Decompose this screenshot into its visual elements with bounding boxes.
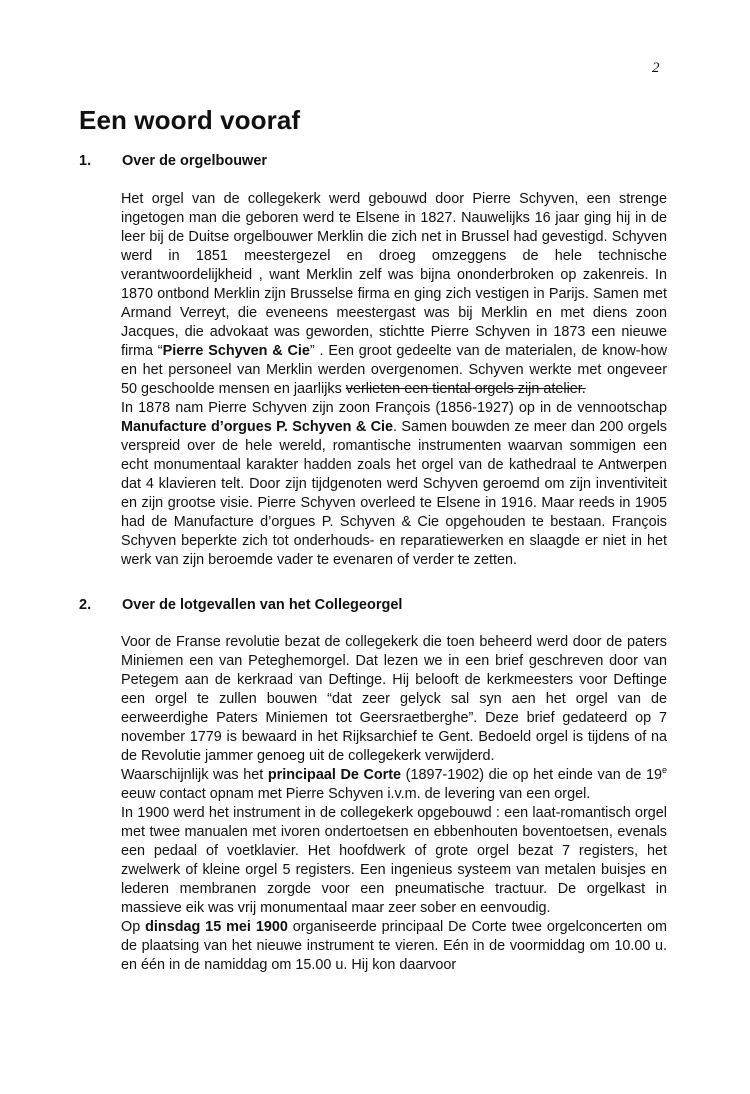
section-title: Over de lotgevallen van het Collegeorgel [122,597,403,613]
section-title: Over de orgelbouwer [122,153,268,169]
text-run: . Samen bouwden ze meer dan 200 orgels verspreid over de hele wereld, romantische instrumenten waarvan sommigen een echt monumentaal karakter hadden zoals het orgel van de kathedraal te Antwerpen dat 4 klavieren telt. Door zijn tijdgenoten werd Schyven geroemd om zijn inventiviteit en zijn grootse visie. Pierre Schyven overleed te Elsene in 1916. Maar reeds in 1905 had de Manufacture d’orgues P. Schyven & Cie opgehouden te bestaan. François Schyven beperkte zich tot onderhouds- en reparatiewerken en slaagde er niet in het werk van zijn beroemde vader te evenaren of verder te zetten. [121,419,667,568]
paragraph [121,766,667,804]
paragraph [121,190,667,399]
text-run: In 1878 nam Pierre Schyven zijn zoon François (1856-1927) op in de vennootschap [121,400,667,416]
text-run: In 1900 werd het instrument in de collegekerk opgebouwd : een laat-romantisch orgel met twee manualen met ivoren ondertoetsen en ebbenhouten boventoetsen, evenals een pedaal of voetklavier. Het hoofdwerk of grote orgel bezat 7 registers, het zwelwerk of kleine orgel 5 registers. Een ingenieus systeem van metalen buisjes en lederen membranen zorgde voor een pneumatische tractuur. De orgelkast in massieve eik was vrij monumentaal maar zeer sober en eenvoudig. [121,805,667,916]
page-title: Een woord vooraf [79,105,301,135]
paragraph [121,633,667,766]
section-number: 1. [79,153,92,169]
bold-text: dinsdag 15 mei 1900 [145,919,288,935]
text-run: organiseerde principaal De Corte twee orgelconcerten om de plaatsing van het nieuwe instrument te vieren. Eén in de voormiddag om 10.00 u. en één in de namiddag om 15.00 u. Hij kon daarvoor [121,919,667,973]
text-run: Op [121,919,146,935]
paragraph [121,918,667,975]
paragraph [121,399,667,570]
text-run: eeuw contact opnam met Pierre Schyven i.v.m. de levering van een orgel. [121,786,591,802]
bold-text: principaal De Corte [267,767,402,783]
text-run: ” . Een groot gedeelte van de materialen, de know-how en het personeel van Merklin werden overgenomen. Schyven werkte met ongeveer 50 geschoolde mensen en jaarlijks [121,343,667,397]
section-heading-2 [79,597,679,613]
struck-text: verlieten een tiental orgels zijn atelier. [345,381,586,397]
text-run: Het orgel van de collegekerk werd gebouwd door Pierre Schyven, een strenge ingetogen man die geboren werd te Elsene in 1827. Nauwelijks 16 jaar ging hij in de leer bij de Duitse orgelbouwer Merklin die zich net in Brussel had gevestigd. Schyven werd in 1851 meestergezel en droeg omzeggens de hele technische verantwoordelijkheid , want Merklin zelf was bijna ononderbroken op zakenreis. In 1870 ontbond Merklin zijn Brusselse firma en ging zich vestigen in Parijs. Samen met Armand Verreyt, die eveneens meestergast was bij Merklin en met diens zoon Jacques, die advokaat was geworden, stichtte Pierre Schyven in 1873 een nieuwe firma “ [121,191,667,359]
text-run: Waarschijnlijk was het [121,767,268,783]
section-heading-1 [79,153,679,169]
bold-text: Pierre Schyven & Cie [162,343,310,359]
text-run: Voor de Franse revolutie bezat de collegekerk die toen beheerd werd door de paters Miniemen een van Peteghemorgel. Dat lezen we in een brief geschreven door van Petegem aan de kerkraad van Deftinge. Hij belooft de kerkmeesters voor Deftinge een orgel te zullen bouwen “dat zeer gelyck sal syn aen het orgel van de eerweerdighe Paters Miniemen tot Geersraetberghe”. Deze brief gedateerd op 7 november 1779 is bewaard in het Rijksarchief te Gent. Bedoeld orgel is tijdens of na de Revolutie jammer genoeg uit de collegekerk verwijderd. [121,634,667,764]
page-number: 2 [652,60,660,76]
section-body-2 [121,633,667,975]
section-body-1 [121,190,667,570]
superscript: e [661,765,667,776]
section-number: 2. [79,597,92,613]
bold-text: Manufacture d’orgues P. Schyven & Cie [121,419,394,435]
text-run: (1897-1902) die op het einde van de 19 [401,767,662,783]
paragraph [121,804,667,918]
